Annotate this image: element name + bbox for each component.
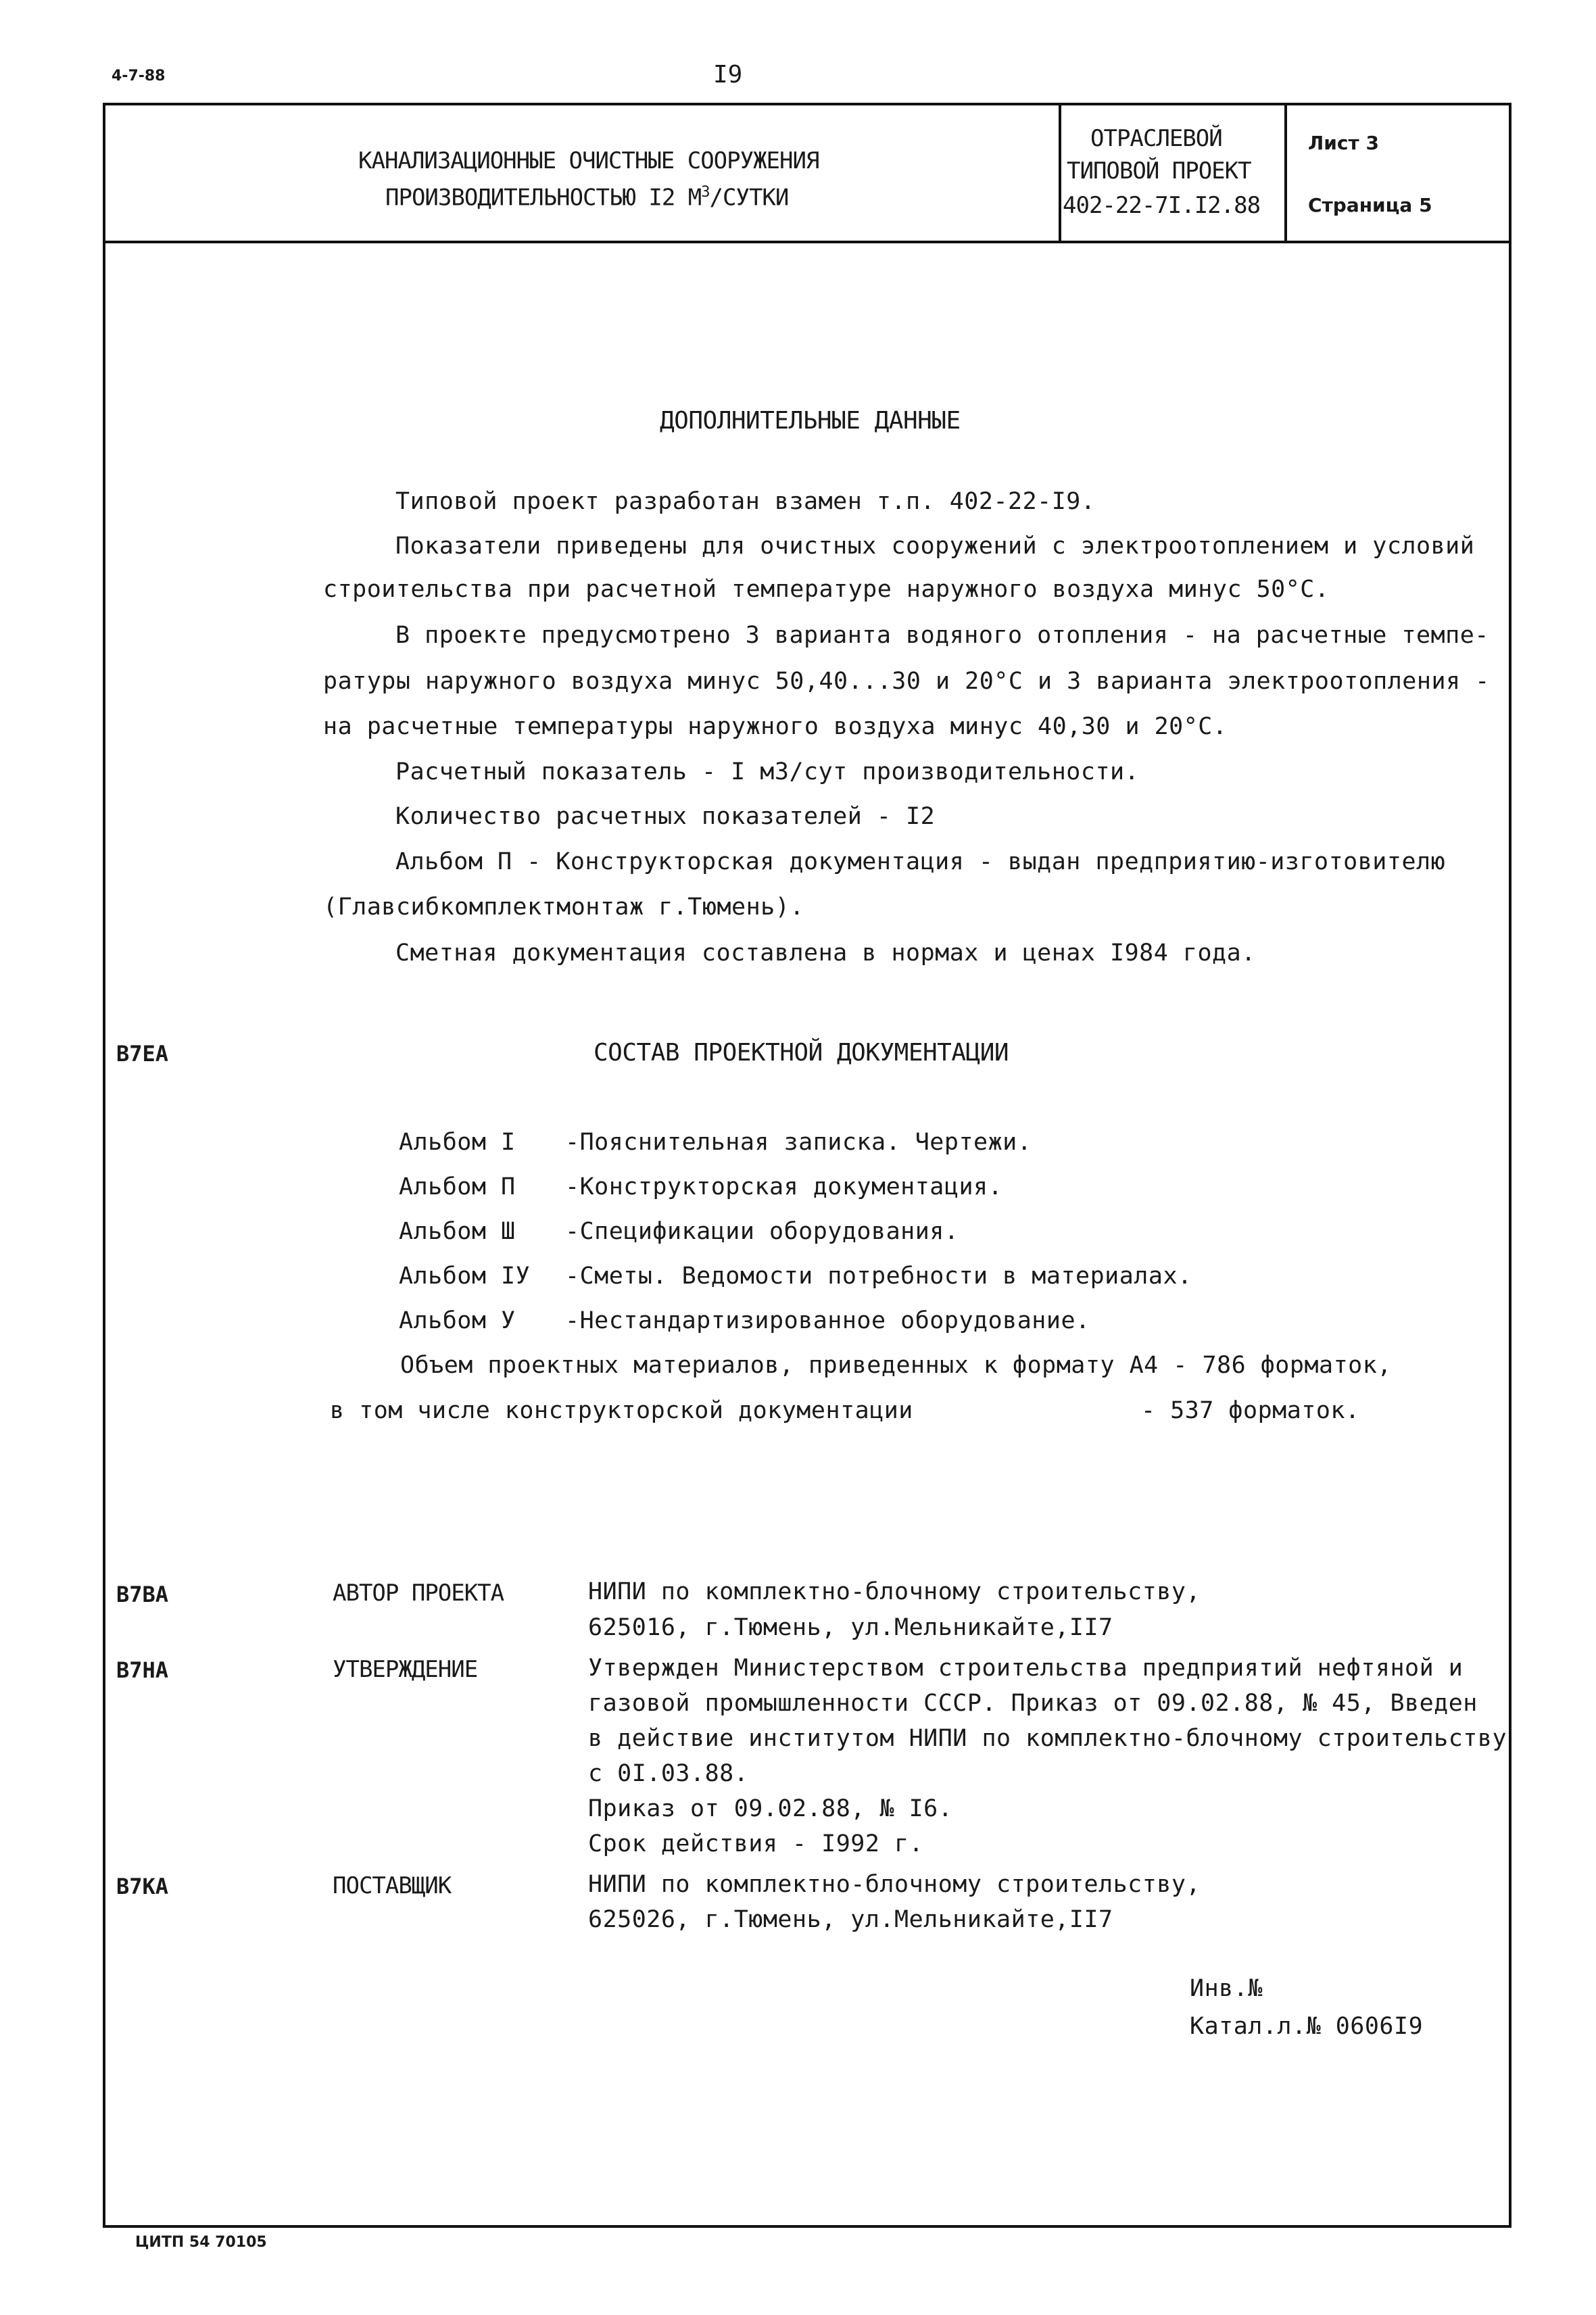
additional-p3-line2: ратуры наружного воздуха минус 50,40...30 и 20°С и 3 варианта электроотопления -	[323, 668, 1490, 695]
composition-code: В7ЕА	[116, 1041, 169, 1067]
volume-line2-value: - 537 форматок.	[1141, 1397, 1360, 1424]
album-desc: -Сметы. Ведомости потребности в материалах.	[565, 1263, 1192, 1290]
footer-code: ЦИТП 54 70105	[135, 2234, 267, 2251]
album-desc: -Спецификации оборудования.	[565, 1218, 959, 1245]
approval-line2: газовой промышленности СССР. Приказ от 09.02.88, № 45, Введен	[588, 1690, 1478, 1717]
corner-code: 4-7-88	[112, 68, 166, 84]
additional-p5: Количество расчетных показателей - I2	[395, 803, 936, 830]
additional-p2-line2: строительства при расчетной температуре наружного воздуха минус 50°С.	[323, 576, 1330, 603]
page-label: Страница 5	[1308, 194, 1432, 216]
additional-p7: Сметная документация составлена в нормах и ценах I984 года.	[395, 940, 1256, 967]
supplier-line2: 625026, г.Тюмень, ул.Мельникайте,II7	[588, 1906, 1113, 1933]
volume-line1: Объем проектных материалов, приведенных к формату А4 - 786 форматок,	[400, 1352, 1392, 1379]
approval-line6: Срок действия - I992 г.	[588, 1830, 924, 1857]
supplier-line1: НИПИ по комплектно-блочному строительству,	[588, 1871, 1201, 1898]
approval-code: В7НА	[116, 1657, 169, 1683]
additional-p2-line1: Показатели приведены для очистных сооружений с электроотоплением и условий	[395, 533, 1475, 560]
composition-heading: СОСТАВ ПРОЕКТНОЙ ДОКУМЕНТАЦИИ	[594, 1039, 1009, 1067]
approval-line1: Утвержден Министерством строительства предприятий нефтяной и	[588, 1655, 1464, 1682]
additional-p4: Расчетный показатель - I м3/сут производительности.	[395, 758, 1140, 785]
additional-p1: Типовой проект разработан взамен т.п. 402-22-I9.	[395, 488, 1096, 515]
album-name: Альбом П	[399, 1173, 516, 1200]
album-desc: -Нестандартизированное оборудование.	[565, 1307, 1090, 1334]
header-title-line1: КАНАЛИЗАЦИОННЫЕ ОЧИСТНЫЕ СООРУЖЕНИЯ	[358, 147, 819, 174]
header-divider-left	[1059, 103, 1061, 243]
album-name: Альбом I	[399, 1129, 516, 1156]
approval-line5: Приказ от 09.02.88, № I6.	[588, 1795, 953, 1822]
additional-p6-line1: Альбом П - Конструкторская документация - выдан предприятию-изготовителю	[395, 848, 1446, 875]
project-number: 402-22-7I.I2.88	[1063, 192, 1261, 219]
additional-p3-line3: на расчетные температуры наружного воздуха минус 40,30 и 20°С.	[323, 713, 1228, 740]
album-name: Альбом IУ	[399, 1263, 531, 1290]
approval-label: УТВЕРЖДЕНИЕ	[333, 1656, 478, 1683]
additional-p6-line2: (Главсибкомплектмонтаж г.Тюмень).	[323, 894, 804, 921]
supplier-label: ПОСТАВЩИК	[333, 1872, 452, 1899]
header-title-line2: ПРОИЗВОДИТЕЛЬНОСТЬЮ I2 $М^3$/СУТКИ	[385, 184, 789, 212]
volume-line2-label: в том числе конструкторской документации	[330, 1397, 913, 1424]
inventory-number: Инв.№	[1190, 1975, 1263, 2002]
header-divider-right	[1284, 103, 1287, 243]
supplier-code: В7КА	[116, 1874, 169, 1899]
additional-p3-line1: В проекте предусмотрено 3 варианта водяного отопления - на расчетные темпе-	[395, 622, 1489, 649]
author-label: АВТОР ПРОЕКТА	[333, 1580, 504, 1607]
approval-line4: с 0I.03.88.	[588, 1760, 749, 1787]
author-line1: НИПИ по комплектно-блочному строительству,	[588, 1578, 1201, 1605]
project-line1: ОТРАСЛЕВОЙ	[1090, 125, 1222, 152]
album-name: Альбом У	[399, 1307, 516, 1334]
album-desc: -Пояснительная записка. Чертежи.	[565, 1129, 1032, 1156]
author-line2: 625016, г.Тюмень, ул.Мельникайте,II7	[588, 1614, 1113, 1641]
project-line2: ТИПОВОЙ ПРОЕКТ	[1067, 157, 1251, 185]
album-desc: -Конструкторская документация.	[565, 1173, 1003, 1200]
sheet-label: Лист 3	[1308, 132, 1379, 154]
catalog-number: Катал.л.№ 0606I9	[1190, 2013, 1424, 2040]
additional-heading: ДОПОЛНИТЕЛЬНЫЕ ДАННЫЕ	[660, 407, 961, 435]
header-divider	[103, 241, 1509, 243]
page-number: I9	[713, 61, 743, 89]
approval-line3: в действие институтом НИПИ по комплектно-блочному строительству	[588, 1725, 1507, 1752]
author-code: В7ВА	[116, 1582, 169, 1607]
album-name: Альбом Ш	[399, 1218, 516, 1245]
